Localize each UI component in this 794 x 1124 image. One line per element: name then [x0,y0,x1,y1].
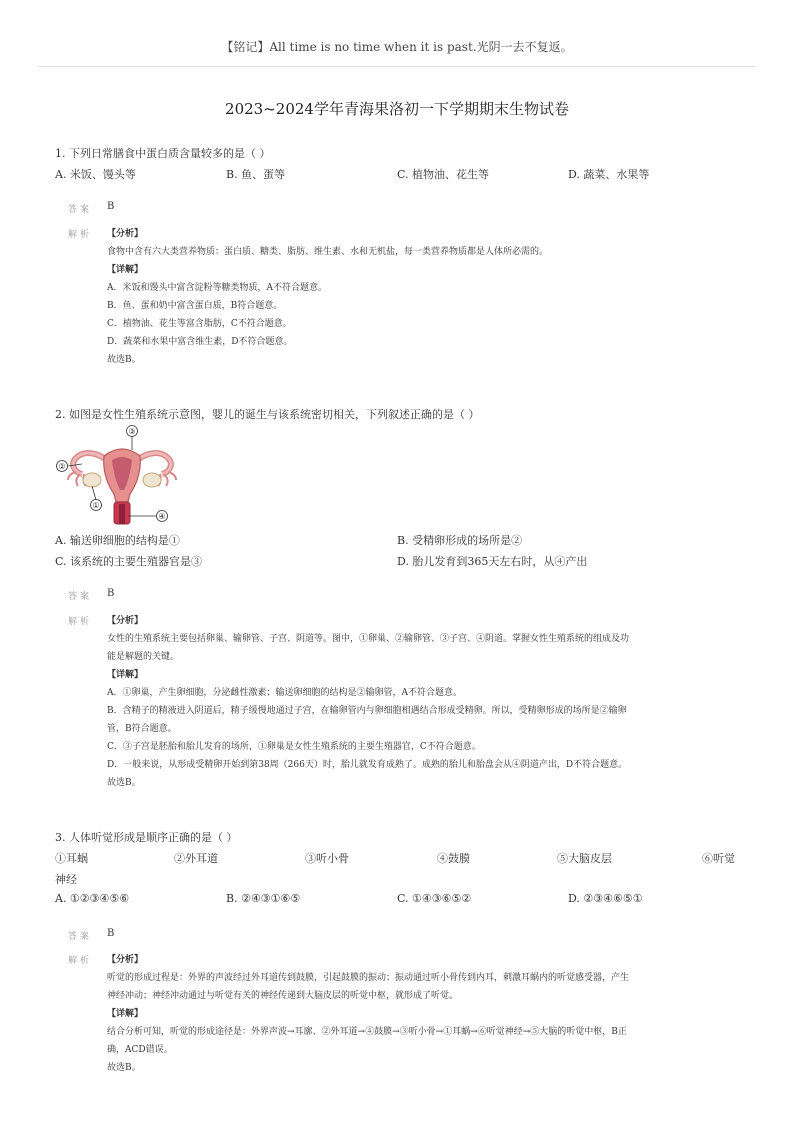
female-reproductive-system-figure [52,424,192,528]
q2-answer: B [107,588,115,599]
q2-analysis-line: 【分析】 [107,616,144,626]
page-title: 2023~2024学年青海果洛初一下学期期末生物试卷 [225,100,569,118]
figure-mark-4: ④ [158,512,166,521]
q2-analysis-line: 能是解题的关键。 [107,652,180,662]
figure-mark-1: ① [92,501,100,510]
q3-item: ③听小骨 [305,852,349,865]
header-divider [38,66,756,67]
q2-analysis-line: A．①卵巢，产生卵细胞，分泌雌性激素；输送卵细胞的结构是②输卵管，A不符合题意。 [107,688,463,698]
q3-answer: B [107,928,115,939]
q3-item: ②外耳道 [174,852,218,865]
q2-stem: 2. 如图是女性生殖系统示意图，婴儿的诞生与该系统密切相关，下列叙述正确的是（ ） [55,408,480,421]
q3-analysis-line: 神经冲动；神经冲动通过与听觉有关的神经传递到大脑皮层的听觉中枢，就形成了听觉。 [107,991,459,1001]
q3-option-c: C. ①④③⑥⑤② [397,892,472,905]
q1-analysis-line: A．米饭和馒头中富含淀粉等糖类物质，A不符合题意。 [107,283,328,293]
q3-item: ⑥听觉 [702,852,735,865]
q3-analysis-line: 【分析】 [107,955,144,965]
q1-answer-label: 答案 [68,205,93,215]
q2-answer-label: 答案 [68,592,93,602]
q2-analysis-line: 【详解】 [107,670,144,680]
figure-mark-3: ③ [128,427,136,436]
q1-answer: B [107,201,115,212]
q1-analysis-line: 【详解】 [107,265,144,275]
figure-mark-2: ② [58,462,66,471]
q1-option-a: A. 米饭、馒头等 [55,168,136,181]
q1-stem: 1. 下列日常膳食中蛋白质含量较多的是（ ） [55,147,271,160]
q3-option-b: B. ②④③①⑥⑤ [226,892,301,905]
q2-option-b: B. 受精卵形成的场所是② [397,534,523,547]
q3-item: ④鼓膜 [437,852,470,865]
q3-analysis-line: 结合分析可知，听觉的形成途径是：外界声波→耳廓、②外耳道→④鼓膜→③听小骨→①耳蜗→⑥听觉神经→⑤大脑的听觉中枢，B正 [107,1027,627,1037]
q2-analysis-line: 管，B符合题意。 [107,724,177,734]
q1-analysis-line: C．植物油、花生等富含脂肪，C不符合题意。 [107,319,292,329]
q1-option-b: B. 鱼、蛋等 [226,168,286,181]
q1-analysis-line: 【分析】 [107,229,144,239]
q2-option-d: D. 胎儿发育到365天左右时，从④产出 [397,555,588,568]
q2-option-a: A. 输送卵细胞的结构是① [55,534,180,547]
q1-analysis-line: 食物中含有六大类营养物质：蛋白质、糖类、脂肪、维生素、水和无机盐，每一类营养物质都是人体所必需的。 [107,247,549,257]
q3-analysis-label: 解析 [68,956,93,966]
q3-option-d: D. ②③④⑥⑤① [568,892,643,905]
q2-analysis-line: 女性的生殖系统主要包括卵巢、输卵管、子宫、阴道等。图中，①卵巢、②输卵管、③子宫、④阴道。掌握女性生殖系统的组成及功 [107,634,630,644]
q2-analysis-label: 解析 [68,617,93,627]
q3-option-a: A. ①②③④⑤⑥ [55,892,130,905]
q3-analysis-line: 【详解】 [107,1009,144,1019]
q3-answer-label: 答案 [68,932,93,942]
q3-item-wrap: 神经 [55,873,77,886]
q3-item: ⑤大脑皮层 [557,852,612,865]
q3-analysis-line: 确，ACD错误。 [107,1045,173,1055]
q3-analysis-line: 听觉的形成过程是：外界的声波经过外耳道传到鼓膜，引起鼓膜的振动；振动通过听小骨传到内耳，刺激耳蜗内的听觉感受器，产生 [107,973,630,983]
q1-analysis-line: B．鱼、蛋和奶中富含蛋白质，B符合题意。 [107,301,283,311]
q3-item: ①耳蜗 [55,852,88,865]
q1-analysis-line: D．蔬菜和水果中富含维生素，D不符合题意。 [107,337,293,347]
q2-option-c: C. 该系统的主要生殖器官是③ [55,555,203,568]
q2-analysis-line: B．含精子的精液进入阴道后，精子缓慢地通过子宫，在输卵管内与卵细胞相遇结合形成受精卵。所以，受精卵形成的场所是②输卵 [107,706,627,716]
q2-analysis-line: D．一般来说，从形成受精卵开始到第38周（266天）时，胎儿就发育成熟了。成熟的胎儿和胎盘会从④阴道产出，D不符合题意。 [107,760,628,770]
q1-analysis-line: 故选B。 [107,355,141,365]
q2-analysis-line: C．③子宫是胚胎和胎儿发育的场所，①卵巢是女性生殖系统的主要生殖器官，C不符合题意。 [107,742,481,752]
q3-stem: 3. 人体听觉形成是顺序正确的是（ ） [55,831,238,844]
q1-option-d: D. 蔬菜、水果等 [568,168,650,181]
q3-analysis-line: 故选B。 [107,1063,141,1073]
q2-analysis-line: 故选B。 [107,778,141,788]
motto: 【铭记】All time is no time when it is past.光阴一去不复返。 [221,40,573,54]
q1-analysis-label: 解析 [68,230,93,240]
q1-option-c: C. 植物油、花生等 [397,168,490,181]
